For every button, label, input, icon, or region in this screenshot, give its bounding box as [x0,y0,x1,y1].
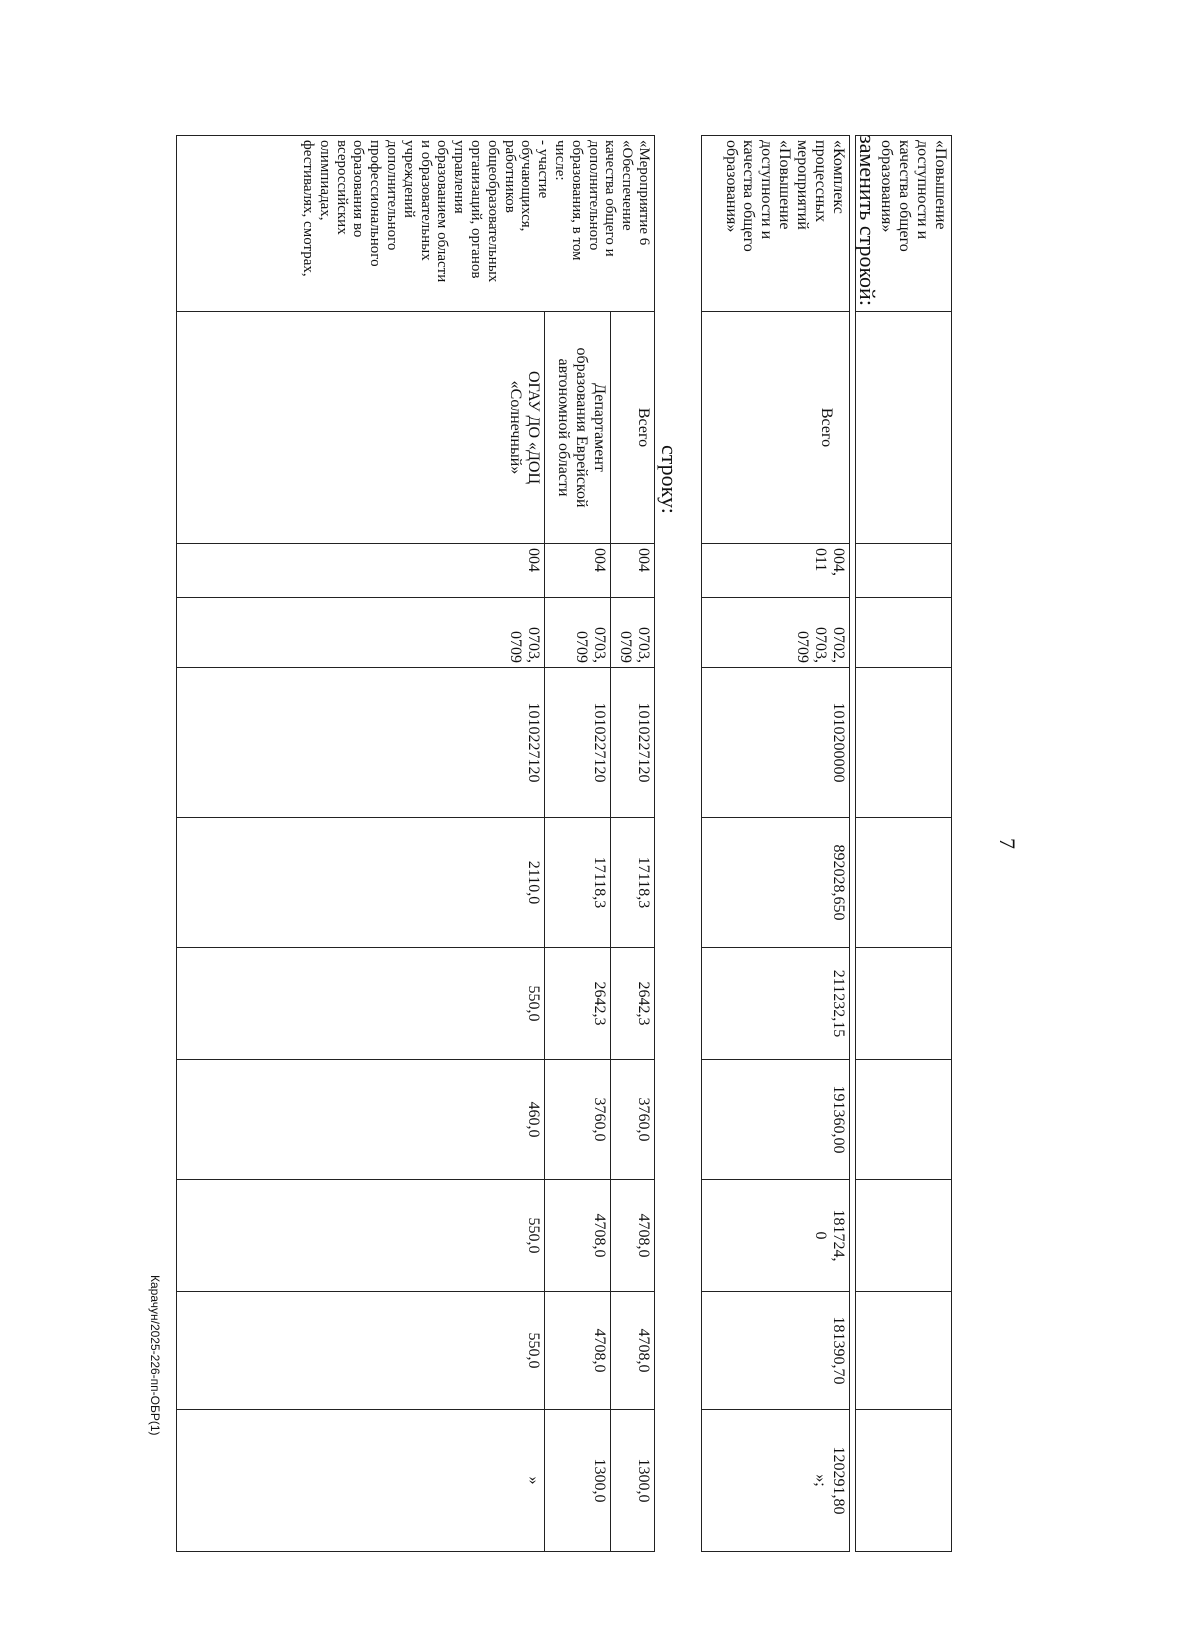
year4-cell: 550,0 [465,1292,545,1410]
top-table [855,135,952,1552]
executor-cell: Департамент образования Еврейской автономной области [545,312,611,544]
year5-cell: 1300,0 [545,1410,611,1552]
table-row [611,136,655,1552]
year2-cell: 3760,0 [545,1060,611,1180]
csr-cell: 1010227120 [545,668,611,818]
grbs-cell: 004, 011 [702,544,850,598]
year4-cell: 181390,70 [702,1292,850,1410]
document-footer: Карачун/2025-226-пп-ОБР(1) [148,1275,162,1436]
executor-cell: ОГАУ ДО «ДОЦ «Солнечный» [465,312,545,544]
year4-cell: 4708,0 [611,1292,655,1410]
program-name-cell: «Повышение доступности и качества общего образования» [856,136,952,312]
year4-cell: 4708,0 [545,1292,611,1410]
csr-cell: 1010227120 [465,668,545,818]
year3-cell: 4708,0 [545,1180,611,1292]
year3-cell: 550,0 [465,1180,545,1292]
total-cell: 2110,0 [465,818,545,948]
rzpr-cell: 0703, 0709 [545,598,611,668]
executor-cell: Всего [611,312,655,544]
year5-cell: 120291,80 »; [702,1410,850,1552]
year2-cell: 460,0 [465,1060,545,1180]
year1-cell: 2642,3 [611,948,655,1060]
total-cell: 17118,3 [611,818,655,948]
year2-cell: 191360,00 [702,1060,850,1180]
total-cell: 892028,650 [702,818,850,948]
year1-cell: 2642,3 [545,948,611,1060]
event-name-cell: «Мероприятие 6 «Обеспечение качества общего и дополнительного образования, в том числе: - участие обучающихся, работников общеобразовательных организаций, органов управления образованием области и образовательных учреждений дополнительного профессионального образования во всероссийских олимпиадах, фестивалях, смотрах, [177,136,655,312]
table-row [177,136,465,1552]
program-name-cell: «Комплекс процессных мероприятий «Повышение доступности и качества общего образования» [702,136,850,312]
page-number: 7 [995,838,1020,849]
table-row [465,136,545,1552]
row-label: строку: [657,445,682,514]
year1-cell: 550,0 [465,948,545,1060]
year5-cell: » [465,1410,545,1552]
event-table [176,135,655,1552]
table-row [545,136,611,1552]
replacement-table [701,135,850,1552]
rzpr-cell: 0702, 0703, 0709 [702,598,850,668]
total-cell: 17118,3 [545,818,611,948]
grbs-cell: 004 [465,544,545,598]
year3-cell: 181724, 0 [702,1180,850,1292]
executor-cell: Всего [702,312,850,544]
table-row [702,136,850,1552]
csr-cell: 1010227120 [611,668,655,818]
grbs-cell: 004 [611,544,655,598]
csr-cell: 1010200000 [702,668,850,818]
year2-cell: 3760,0 [611,1060,655,1180]
rzpr-cell: 0703, 0709 [465,598,545,668]
year1-cell: 211232,15 [702,948,850,1060]
replace-label: заменить строкой: [855,135,880,306]
table-row [856,136,952,1552]
grbs-cell: 004 [545,544,611,598]
rzpr-cell: 0703, 0709 [611,598,655,668]
year3-cell: 4708,0 [611,1180,655,1292]
year5-cell: 1300,0 [611,1410,655,1552]
